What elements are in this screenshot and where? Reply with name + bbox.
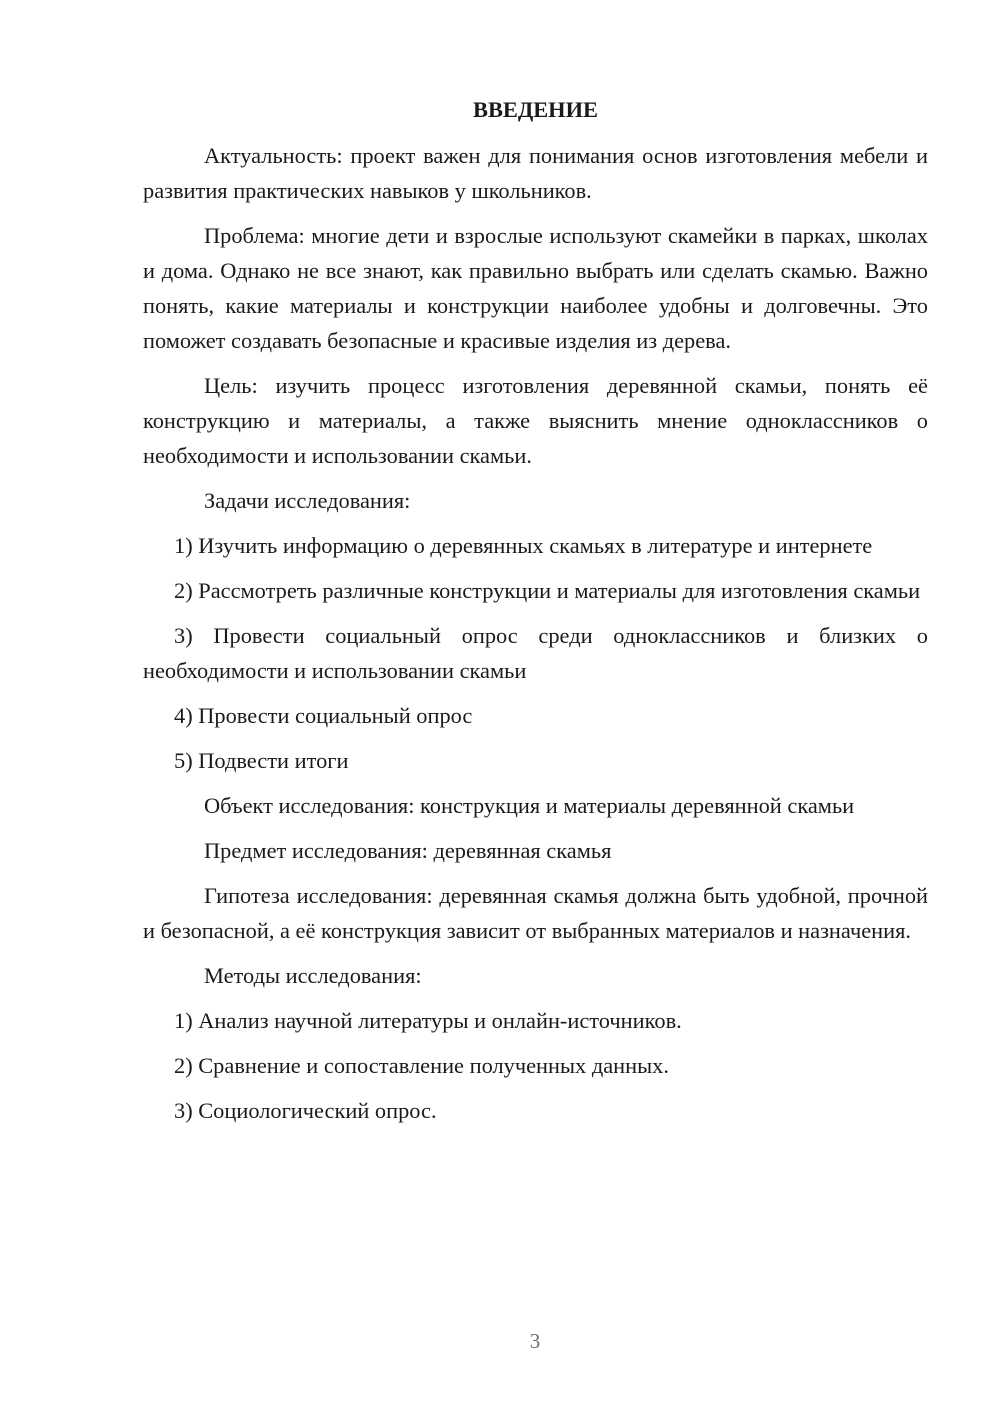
page-number: 3 xyxy=(529,1329,541,1353)
method-item: 2) Сравнение и сопоставление полученных данных. xyxy=(174,1053,669,1078)
task-item: 4) Провести социальный опрос xyxy=(174,703,473,728)
task-item: 5) Подвести итоги xyxy=(174,748,349,773)
tasks-heading: Задачи исследования: xyxy=(204,488,411,513)
hypothesis-paragraph: Гипотеза исследования: деревянная скамья должна быть удобной, прочной и безопасной, а её конструкция зависит от выбранных материалов и назначения. xyxy=(143,883,928,943)
methods-heading: Методы исследования: xyxy=(204,963,422,988)
method-item: 1) Анализ научной литературы и онлайн-источников. xyxy=(174,1008,682,1033)
task-item: 1) Изучить информацию о деревянных скамьях в литературе и интернете xyxy=(174,533,873,558)
problem-paragraph: Проблема: многие дети и взрослые используют скамейки в парках, школах и дома. Однако не все знают, как правильно выбрать или сделать скамью. Важно понять, какие материалы и конструкции наиболее удобны и долговечны. Это поможет создавать безопасные и красивые изделия из дерева. xyxy=(143,223,928,353)
task-item: 2) Рассмотреть различные конструкции и материалы для изготовления скамьи xyxy=(174,578,921,603)
method-item: 3) Социологический опрос. xyxy=(174,1098,437,1123)
section-title: ВВЕДЕНИЕ xyxy=(473,97,598,122)
object-paragraph: Объект исследования: конструкция и материалы деревянной скамьи xyxy=(204,793,855,818)
goal-paragraph: Цель: изучить процесс изготовления деревянной скамьи, понять её конструкцию и материалы, а также выяснить мнение одноклассников о необходимости и использовании скамьи. xyxy=(143,373,928,468)
subject-paragraph: Предмет исследования: деревянная скамья xyxy=(204,838,612,863)
task-item: 3) Провести социальный опрос среди одноклассников и близких о необходимости и использовании скамьи xyxy=(143,623,928,683)
document-page xyxy=(143,92,928,1138)
relevance-paragraph: Актуальность: проект важен для понимания основ изготовления мебели и развития практических навыков у школьников. xyxy=(143,143,928,203)
